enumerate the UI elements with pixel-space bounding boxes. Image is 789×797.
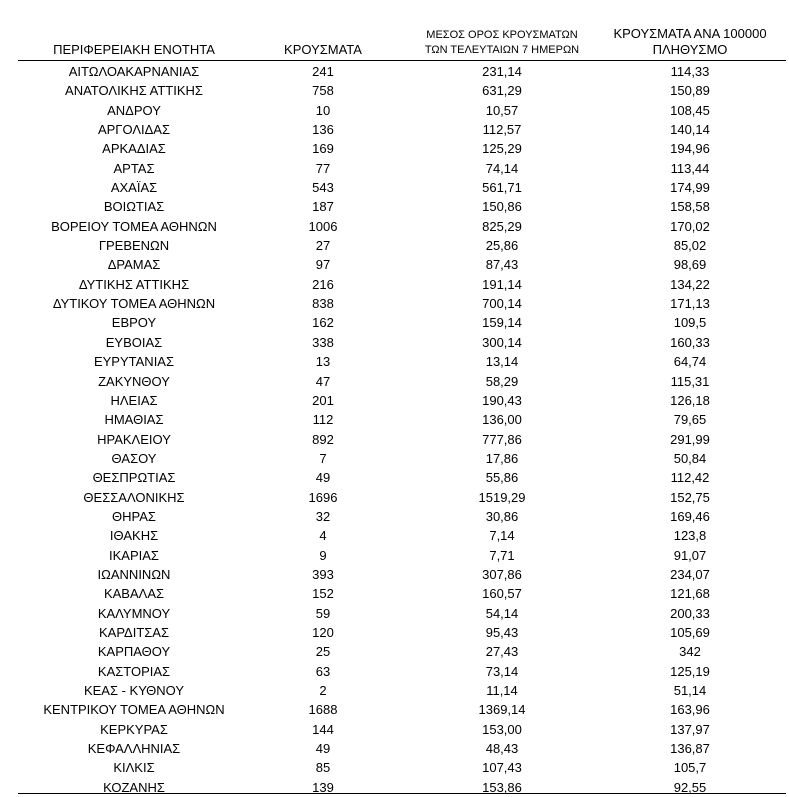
cell-per100k: 115,31	[670, 373, 710, 389]
table-row	[0, 81, 789, 100]
cell-per100k: 92,55	[673, 779, 707, 795]
cell-cases: 10	[315, 102, 331, 118]
cell-region: ΚΙΛΚΙΣ	[113, 760, 155, 776]
table-row	[0, 488, 789, 507]
table-row	[0, 758, 789, 777]
cell-avg7: 136,00	[482, 412, 522, 428]
cell-per100k: 123,8	[673, 528, 707, 544]
cell-avg7: 825,29	[482, 218, 522, 234]
cell-per100k: 105,69	[670, 624, 710, 640]
cell-cases: 2	[319, 683, 327, 698]
cell-region: ΕΥΡΥΤΑΝΙΑΣ	[93, 354, 175, 370]
cell-cases: 49	[315, 470, 331, 486]
cell-cases: 25	[315, 644, 331, 660]
cell-per100k: 108,45	[670, 102, 710, 118]
cell-per100k: 342	[679, 644, 701, 660]
cell-avg7: 107,43	[482, 760, 522, 776]
table-row	[0, 449, 789, 468]
header-per100k-line1: ΚΡΟΥΣΜΑΤΑ ΑΝΑ 100000	[613, 26, 767, 41]
cell-cases: 152	[312, 586, 334, 602]
table-row	[0, 333, 789, 352]
table-row	[0, 468, 789, 487]
table-row	[0, 275, 789, 294]
table-row	[0, 623, 789, 642]
cell-per100k: 158,58	[670, 199, 710, 215]
cell-avg7: 87,43	[485, 257, 519, 273]
cell-cases: 4	[319, 528, 327, 544]
cell-region: ΒΟΙΩΤΙΑΣ	[103, 199, 165, 215]
cell-avg7: 54,14	[485, 605, 519, 621]
cell-region: ΑΧΑΪΑΣ	[110, 180, 158, 196]
cell-per100k: 125,19	[670, 663, 710, 679]
cell-avg7: 231,14	[482, 64, 522, 79]
table-row	[0, 546, 789, 565]
cell-per100k: 174,99	[670, 180, 710, 196]
cell-avg7: 700,14	[482, 296, 522, 312]
cell-per100k: 152,75	[670, 489, 710, 505]
cell-region: ΒΟΡΕΙΟΥ ΤΟΜΕΑ ΑΘΗΝΩΝ	[51, 218, 217, 234]
cell-avg7: 27,43	[485, 644, 519, 660]
cell-region: ΚΑΒΑΛΑΣ	[103, 586, 165, 602]
header-cases: ΚΡΟΥΣΜΑΤΑ	[284, 42, 362, 57]
cell-cases: 758	[312, 83, 334, 99]
cell-cases: 838	[312, 296, 334, 312]
cell-avg7: 159,14	[482, 315, 522, 331]
cell-per100k: 126,18	[670, 392, 710, 408]
cell-avg7: 11,14	[486, 683, 518, 698]
cell-cases: 112	[312, 412, 334, 428]
header-avg7	[412, 28, 592, 58]
cell-region: ΑΝΔΡΟΥ	[107, 102, 161, 118]
cell-avg7: 1519,29	[478, 489, 526, 505]
header-per100k	[600, 26, 780, 58]
cell-region: ΑΡΤΑΣ	[113, 160, 155, 176]
table-row	[0, 197, 789, 216]
cell-region: ΚΕΑΣ - ΚΥΘΝΟΥ	[83, 683, 185, 698]
cell-avg7: 300,14	[482, 334, 522, 350]
cell-avg7: 48,43	[485, 741, 519, 757]
table-row	[0, 642, 789, 661]
table-row	[0, 159, 789, 178]
table-row	[0, 372, 789, 391]
table-row	[0, 294, 789, 313]
cell-avg7: 160,57	[482, 586, 522, 602]
table-row	[0, 604, 789, 623]
table-row	[0, 778, 789, 797]
table-row	[0, 681, 789, 700]
table-row	[0, 178, 789, 197]
cell-cases: 9	[319, 547, 327, 563]
cell-per100k: 50,84	[673, 450, 707, 466]
cell-cases: 338	[312, 334, 334, 350]
cell-region: ΚΕΦΑΛΛΗΝΙΑΣ	[87, 741, 181, 757]
cell-cases: 120	[312, 624, 334, 640]
cell-region: ΗΜΑΘΙΑΣ	[104, 412, 164, 428]
cell-cases: 216	[312, 276, 334, 292]
cell-region: ΖΑΚΥΝΘΟΥ	[98, 373, 170, 389]
cell-cases: 162	[312, 315, 334, 331]
cell-per100k: 105,7	[673, 760, 707, 776]
table-row	[0, 662, 789, 681]
cell-per100k: 169,46	[670, 508, 710, 524]
table-row	[0, 507, 789, 526]
cell-region: ΙΩΑΝΝΙΝΩΝ	[97, 566, 171, 582]
cell-per100k: 98,69	[673, 257, 707, 273]
table-body	[0, 62, 789, 797]
table-row	[0, 720, 789, 739]
cell-region: ΑΡΚΑΔΙΑΣ	[102, 141, 166, 157]
cell-avg7: 10,57	[485, 102, 519, 118]
cell-avg7: 58,29	[485, 373, 519, 389]
table-row	[0, 352, 789, 371]
table-row	[0, 313, 789, 332]
cell-per100k: 163,96	[670, 702, 710, 718]
cell-cases: 1688	[308, 702, 338, 718]
cell-per100k: 51,14	[673, 683, 707, 698]
cell-per100k: 134,22	[670, 276, 710, 292]
cell-cases: 139	[312, 779, 334, 795]
cell-region: ΗΡΑΚΛΕΙΟΥ	[97, 431, 171, 447]
cell-avg7: 1369,14	[478, 702, 526, 718]
table-row	[0, 62, 789, 81]
cell-avg7: 55,86	[485, 470, 519, 486]
cell-avg7: 153,86	[482, 779, 522, 795]
cell-region: ΕΒΡΟΥ	[111, 315, 157, 331]
cell-avg7: 125,29	[482, 141, 522, 157]
cell-cases: 136	[312, 122, 334, 138]
cell-cases: 1696	[308, 489, 338, 505]
cell-cases: 63	[315, 663, 331, 679]
cell-per100k: 160,33	[670, 334, 710, 350]
cell-region: ΗΛΕΙΑΣ	[110, 392, 158, 408]
cell-avg7: 307,86	[482, 566, 522, 582]
table-row	[0, 120, 789, 139]
cell-region: ΚΟΖΑΝΗΣ	[103, 779, 165, 795]
cell-cases: 187	[312, 199, 334, 215]
table-row	[0, 430, 789, 449]
cell-per100k: 121,68	[670, 586, 710, 602]
cell-avg7: 631,29	[482, 83, 522, 99]
cell-per100k: 140,14	[670, 122, 710, 138]
table-row	[0, 255, 789, 274]
cell-region: ΔΥΤΙΚΗΣ ΑΤΤΙΚΗΣ	[78, 276, 190, 292]
header-region: ΠΕΡΙΦΕΡΕΙΑΚΗ ΕΝΟΤΗΤΑ	[53, 42, 215, 57]
table-row	[0, 139, 789, 158]
cell-per100k: 112,42	[670, 470, 710, 486]
cell-region: ΘΑΣΟΥ	[111, 450, 157, 466]
cell-cases: 97	[315, 257, 331, 273]
cell-per100k: 200,33	[670, 605, 710, 621]
cell-per100k: 137,97	[670, 721, 710, 737]
cell-region: ΚΑΡΔΙΤΣΑΣ	[98, 624, 170, 640]
cell-per100k: 114,33	[670, 64, 710, 79]
cell-cases: 85	[315, 760, 331, 776]
cell-per100k: 85,02	[673, 238, 707, 254]
cell-cases: 144	[312, 721, 334, 737]
cell-cases: 77	[315, 160, 331, 176]
cell-avg7: 95,43	[485, 624, 519, 640]
cell-avg7: 73,14	[485, 663, 519, 679]
cell-region: ΔΡΑΜΑΣ	[107, 257, 161, 273]
cell-cases: 169	[312, 141, 334, 157]
cell-avg7: 74,14	[485, 160, 519, 176]
cell-per100k: 291,99	[670, 431, 710, 447]
cell-per100k: 64,74	[673, 354, 707, 370]
cell-avg7: 17,86	[485, 450, 519, 466]
cell-per100k: 136,87	[670, 741, 710, 757]
table-row	[0, 584, 789, 603]
table-row	[0, 700, 789, 719]
header-per100k-line2: ΠΛΗΘΥΣΜΟ	[652, 42, 728, 57]
cell-avg7: 561,71	[482, 180, 522, 196]
cell-cases: 27	[315, 238, 331, 254]
cell-region: ΚΑΣΤΟΡΙΑΣ	[97, 663, 171, 679]
cell-avg7: 190,43	[482, 392, 522, 408]
cell-region: ΙΘΑΚΗΣ	[109, 528, 159, 544]
table-row	[0, 410, 789, 429]
cell-per100k: 109,5	[673, 315, 707, 331]
cell-per100k: 170,02	[670, 218, 710, 234]
cell-region: ΕΥΒΟΙΑΣ	[105, 334, 163, 350]
cell-per100k: 150,89	[670, 83, 710, 99]
cell-region: ΚΑΡΠΑΘΟΥ	[97, 644, 171, 660]
header-rule	[18, 60, 786, 61]
cell-region: ΚΑΛΥΜΝΟΥ	[97, 605, 171, 621]
cell-region: ΑΝΑΤΟΛΙΚΗΣ ΑΤΤΙΚΗΣ	[65, 83, 203, 99]
table-row	[0, 739, 789, 758]
table-row	[0, 391, 789, 410]
cell-cases: 201	[312, 392, 334, 408]
header-avg7-line1: ΜΕΣΟΣ ΟΡΟΣ ΚΡΟΥΣΜΑΤΩΝ	[426, 29, 578, 41]
cell-avg7: 7,71	[489, 547, 515, 563]
cell-avg7: 7,14	[489, 528, 515, 544]
table-row	[0, 101, 789, 120]
cell-cases: 59	[315, 605, 331, 621]
table-row	[0, 526, 789, 545]
cell-region: ΙΚΑΡΙΑΣ	[109, 547, 159, 563]
cell-per100k: 113,44	[670, 160, 710, 176]
cell-avg7: 777,86	[482, 431, 522, 447]
cell-region: ΚΕΡΚΥΡΑΣ	[100, 721, 168, 737]
cell-per100k: 91,07	[673, 547, 707, 563]
cell-region: ΚΕΝΤΡΙΚΟΥ ΤΟΜΕΑ ΑΘΗΝΩΝ	[43, 702, 225, 718]
cell-avg7: 25,86	[485, 238, 519, 254]
cell-per100k: 171,13	[670, 296, 710, 312]
cell-avg7: 13,14	[485, 354, 519, 370]
header-avg7-line2: ΤΩΝ ΤΕΛΕΥΤΑΙΩΝ 7 ΗΜΕΡΩΝ	[424, 44, 580, 56]
cell-avg7: 153,00	[482, 721, 522, 737]
cell-cases: 49	[315, 741, 331, 757]
table-row	[0, 565, 789, 584]
table-row	[0, 236, 789, 255]
cell-region: ΔΥΤΙΚΟΥ ΤΟΜΕΑ ΑΘΗΝΩΝ	[52, 296, 216, 312]
table-row	[0, 217, 789, 236]
cell-cases: 892	[312, 431, 334, 447]
cell-region: ΘΕΣΠΡΩΤΙΑΣ	[92, 470, 176, 486]
cell-cases: 543	[312, 180, 334, 196]
cell-region: ΑΙΤΩΛΟΑΚΑΡΝΑΝΙΑΣ	[68, 64, 200, 79]
cell-per100k: 79,65	[673, 412, 707, 428]
cell-region: ΑΡΓΟΛΙΔΑΣ	[97, 122, 171, 138]
cell-cases: 47	[315, 373, 331, 389]
cell-cases: 1006	[308, 218, 338, 234]
cell-avg7: 30,86	[485, 508, 519, 524]
cell-avg7: 112,57	[482, 122, 522, 138]
cell-cases: 393	[312, 566, 334, 582]
cell-region: ΘΗΡΑΣ	[112, 508, 156, 524]
cell-cases: 7	[319, 450, 327, 466]
cell-cases: 13	[315, 354, 331, 370]
cell-avg7: 150,86	[482, 199, 522, 215]
cell-per100k: 234,07	[670, 566, 710, 582]
cell-per100k: 194,96	[670, 141, 710, 157]
cell-region: ΘΕΣΣΑΛΟΝΙΚΗΣ	[83, 489, 185, 505]
cell-cases: 241	[312, 64, 334, 79]
cell-avg7: 191,14	[482, 276, 522, 292]
cell-region: ΓΡΕΒΕΝΩΝ	[98, 238, 170, 254]
cell-cases: 32	[315, 508, 331, 524]
